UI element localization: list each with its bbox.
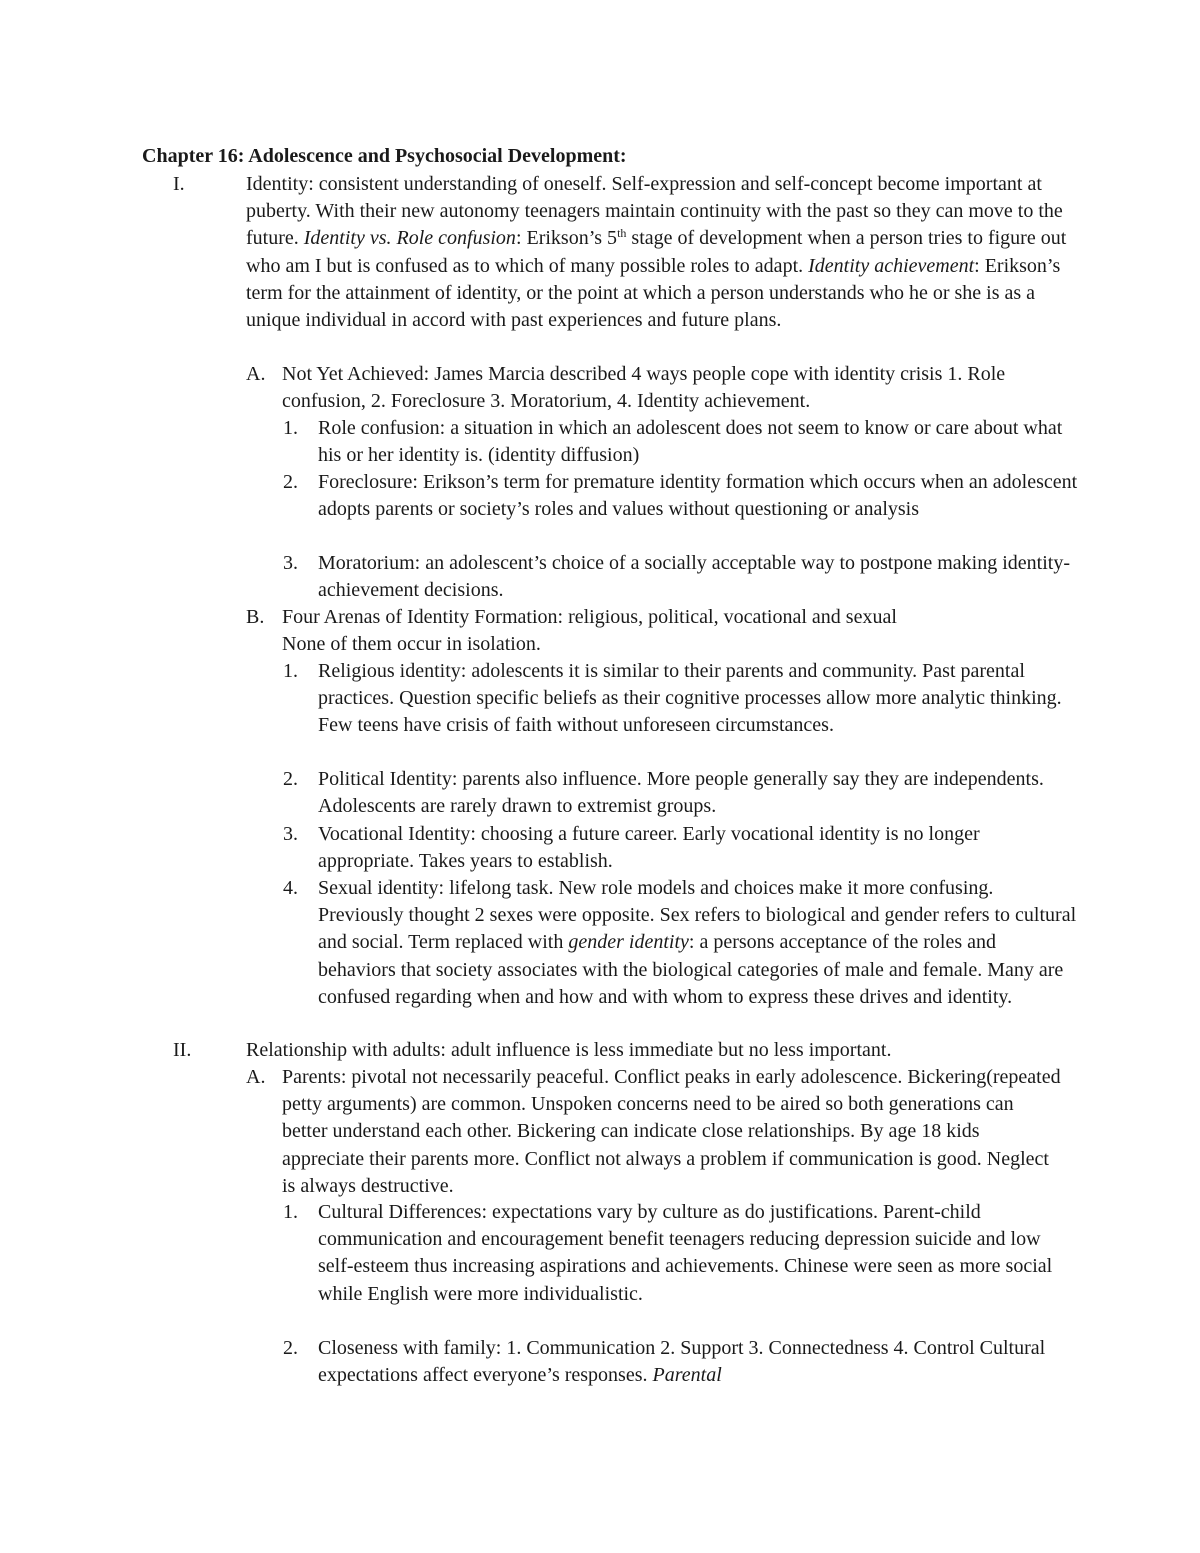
closeness-with-family-paragraph: Closeness with family: 1. Communication 2. Support 3. Connectedness 4. Control Cultural expectations affect everyone’s responses. Parental <box>318 1337 1046 1387</box>
vocational-identity-paragraph: Vocational Identity: choosing a future career. Early vocational identity is no longer appropriate. Takes years to establish. <box>318 823 980 873</box>
number-marker: 1. <box>283 660 298 682</box>
superscript-th: th <box>617 226 627 241</box>
term-identity-vs-role-confusion: Identity vs. Role confusion <box>303 227 516 250</box>
cultural-differences-paragraph: Cultural Differences: expectations vary by culture as do justifications. Parent-child communication and encouragement benefit teenagers reducing depression suicide and low self-esteem thus increasing aspirations and achievements. Chinese were seen as more social while English were more individualistic. <box>318 1201 1053 1305</box>
political-identity-paragraph: Political Identity: parents also influence. More people generally say they are independents. Adolescents are rarely drawn to extremist groups. <box>318 768 1044 818</box>
four-arenas-paragraph: Four Arenas of Identity Formation: religious, political, vocational and sexual None of them occur in isolation. <box>282 606 897 656</box>
number-marker: 2. <box>283 1337 298 1359</box>
relationship-with-adults-paragraph: Relationship with adults: adult influence is less immediate but no less important. <box>246 1039 892 1061</box>
number-marker: 3. <box>283 552 298 574</box>
term-identity-achievement: Identity achievement <box>808 254 975 277</box>
chapter-title: Chapter 16: Adolescence and Psychosocial Development: <box>142 145 627 167</box>
term-gender-identity: gender identity <box>568 931 689 954</box>
roman-numeral-marker: I. <box>173 173 185 195</box>
role-confusion-paragraph: Role confusion: a situation in which an adolescent does not seem to know or care about what his or her identity is. (identity diffusion) <box>318 417 1063 467</box>
number-marker: 4. <box>283 877 298 899</box>
number-marker: 2. <box>283 471 298 493</box>
term-parental: Parental <box>652 1364 722 1387</box>
number-marker: 1. <box>283 417 298 439</box>
identity-paragraph: Identity: consistent understanding of oneself. Self-expression and self-concept become important at puberty. With their new autonomy teenagers maintain continuity with the past so they can move to the future. Identity vs. Role confusion: Erikson’s 5th stage of development when a person tries to figure out who am I but is confused as to which of many possible roles to adapt. Identity achievement: Erikson’s term for the attainment of identity, or the point at which a person understands who he or she is as a unique individual in accord with past experiences and future plans. <box>246 173 1067 332</box>
religious-identity-paragraph: Religious identity: adolescents it is similar to their parents and community. Past parental practices. Question specific beliefs as their cognitive processes allow more analytic thinking. Few teens have crisis of faith without unforeseen circumstances. <box>318 660 1062 737</box>
number-marker: 3. <box>283 823 298 845</box>
parents-paragraph: Parents: pivotal not necessarily peaceful. Conflict peaks in early adolescence. Bickering(repeated petty arguments) are common. Unspoken concerns need to be aired so both generations can better understand each other. Bickering can indicate close relationships. By age 18 kids appreciate their parents more. Conflict not always a problem if communication is good. Neglect is always destructive. <box>282 1066 1061 1197</box>
not-yet-achieved-paragraph: Not Yet Achieved: James Marcia described 4 ways people cope with identity crisis 1. Role confusion, 2. Foreclosure 3. Moratorium, 4. Identity achievement. <box>282 363 1006 413</box>
roman-numeral-marker: II. <box>173 1039 192 1061</box>
number-marker: 2. <box>283 768 298 790</box>
foreclosure-paragraph: Foreclosure: Erikson’s term for premature identity formation which occurs when an adolescent adopts parents or society’s roles and values without questioning or analysis <box>318 471 1078 521</box>
letter-marker: B. <box>246 606 265 628</box>
letter-marker: A. <box>246 363 266 385</box>
number-marker: 1. <box>283 1201 298 1223</box>
letter-marker: A. <box>246 1066 266 1088</box>
moratorium-paragraph: Moratorium: an adolescent’s choice of a socially acceptable way to postpone making identity-achievement decisions. <box>318 552 1070 602</box>
sexual-identity-paragraph: Sexual identity: lifelong task. New role models and choices make it more confusing. Previously thought 2 sexes were opposite. Sex refers to biological and gender refers to cultural and social. Term replaced with gender identity: a persons acceptance of the roles and behaviors that society associates with the biological categories of male and female. Many are confused regarding when and how and with whom to express these drives and identity. <box>318 877 1077 1008</box>
